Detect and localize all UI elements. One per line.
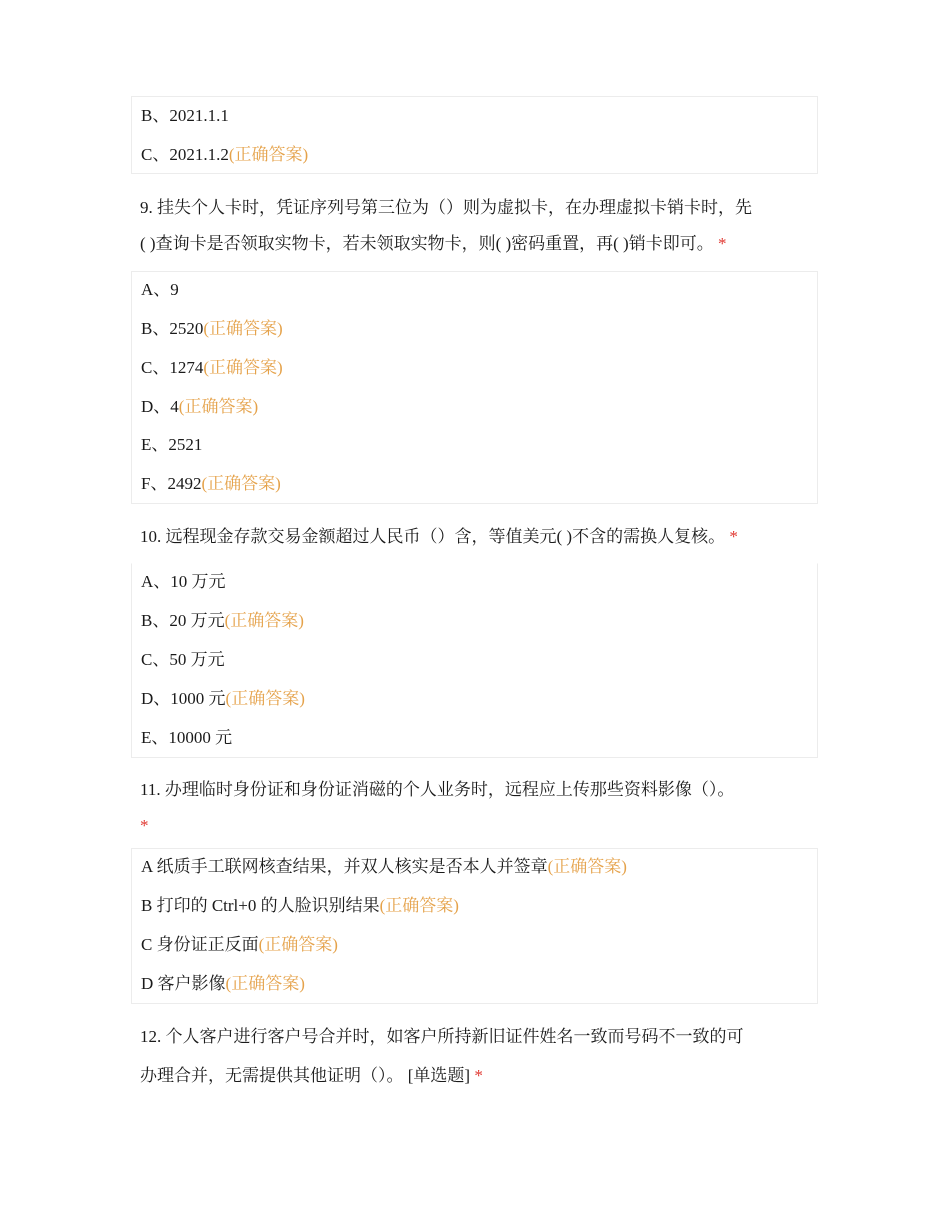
correct-answer-mark: (正确答案) — [225, 974, 305, 993]
q10-option-c[interactable]: C、50 万元 — [141, 650, 225, 669]
correct-answer-mark: (正确答案) — [201, 474, 281, 493]
q11-title: 11. 办理临时身份证和身份证消磁的个人业务时，远程应上传那些资料影像（）。 * — [140, 778, 812, 838]
q8-option-c[interactable]: C、2021.1.2(正确答案) — [141, 145, 309, 164]
q11-option-c[interactable]: C 身份证正反面(正确答案) — [141, 935, 338, 954]
q9-option-f[interactable]: F、2492(正确答案) — [141, 474, 281, 493]
q9-option-d[interactable]: D、4(正确答案) — [141, 397, 259, 416]
q10-option-d[interactable]: D、1000 元(正确答案) — [141, 689, 305, 708]
q10-option-e[interactable]: E、10000 元 — [141, 728, 233, 747]
correct-answer-mark: (正确答案) — [224, 611, 304, 630]
q10-title: 10. 远程现金存款交易金额超过人民币（）含，等值美元( )不含的需换人复核。 * — [140, 527, 738, 546]
q9-options — [131, 271, 818, 504]
q9-option-e[interactable]: E、2521 — [141, 435, 203, 454]
required-marker: * — [717, 234, 727, 253]
q10-option-b[interactable]: B、20 万元(正确答案) — [141, 611, 304, 630]
q11-options — [131, 848, 818, 1004]
required-marker: * — [729, 527, 738, 546]
correct-answer-mark: (正确答案) — [258, 935, 338, 954]
q11-option-a[interactable]: A 纸质手工联网核查结果，并双人核实是否本人并签章(正确答案) — [141, 857, 627, 876]
correct-answer-mark: (正确答案) — [547, 857, 627, 876]
q9-option-a[interactable]: A、9 — [141, 280, 179, 299]
correct-answer-mark: (正确答案) — [178, 397, 259, 416]
required-marker: * — [140, 816, 149, 835]
q11-option-b[interactable]: B 打印的 Ctrl+0 的人脸识别结果(正确答案) — [141, 896, 459, 915]
q8-option-b[interactable]: B、2021.1.1 — [141, 106, 229, 125]
required-marker: * — [474, 1066, 483, 1085]
correct-answer-mark: (正确答案) — [379, 896, 459, 915]
q10-option-a[interactable]: A、10 万元 — [141, 572, 226, 591]
correct-answer-mark: (正确答案) — [203, 358, 283, 377]
q11-option-d[interactable]: D 客户影像(正确答案) — [141, 974, 305, 993]
q9-title: 9. 挂失个人卡时，凭证序列号第三位为（）则为虚拟卡，在办理虚拟卡销卡时，先 ( )查询卡是否领取实物卡，若未领取实物卡，则( )密码重置，再( )销卡即可。 * — [140, 198, 752, 253]
q9-option-c[interactable]: C、1274(正确答案) — [141, 358, 283, 377]
q9-option-b[interactable]: B、2520(正确答案) — [141, 319, 283, 338]
correct-answer-mark: (正确答案) — [228, 145, 309, 164]
q10-options — [131, 563, 818, 758]
correct-answer-mark: (正确答案) — [225, 689, 305, 708]
correct-answer-mark: (正确答案) — [203, 319, 283, 338]
q8-options — [131, 96, 818, 174]
q12-title: 12. 个人客户进行客户号合并时，如客户所持新旧证件姓名一致而号码不一致的可 办理合并，无需提供其他证明（）。 [单选题] * — [140, 1027, 744, 1085]
